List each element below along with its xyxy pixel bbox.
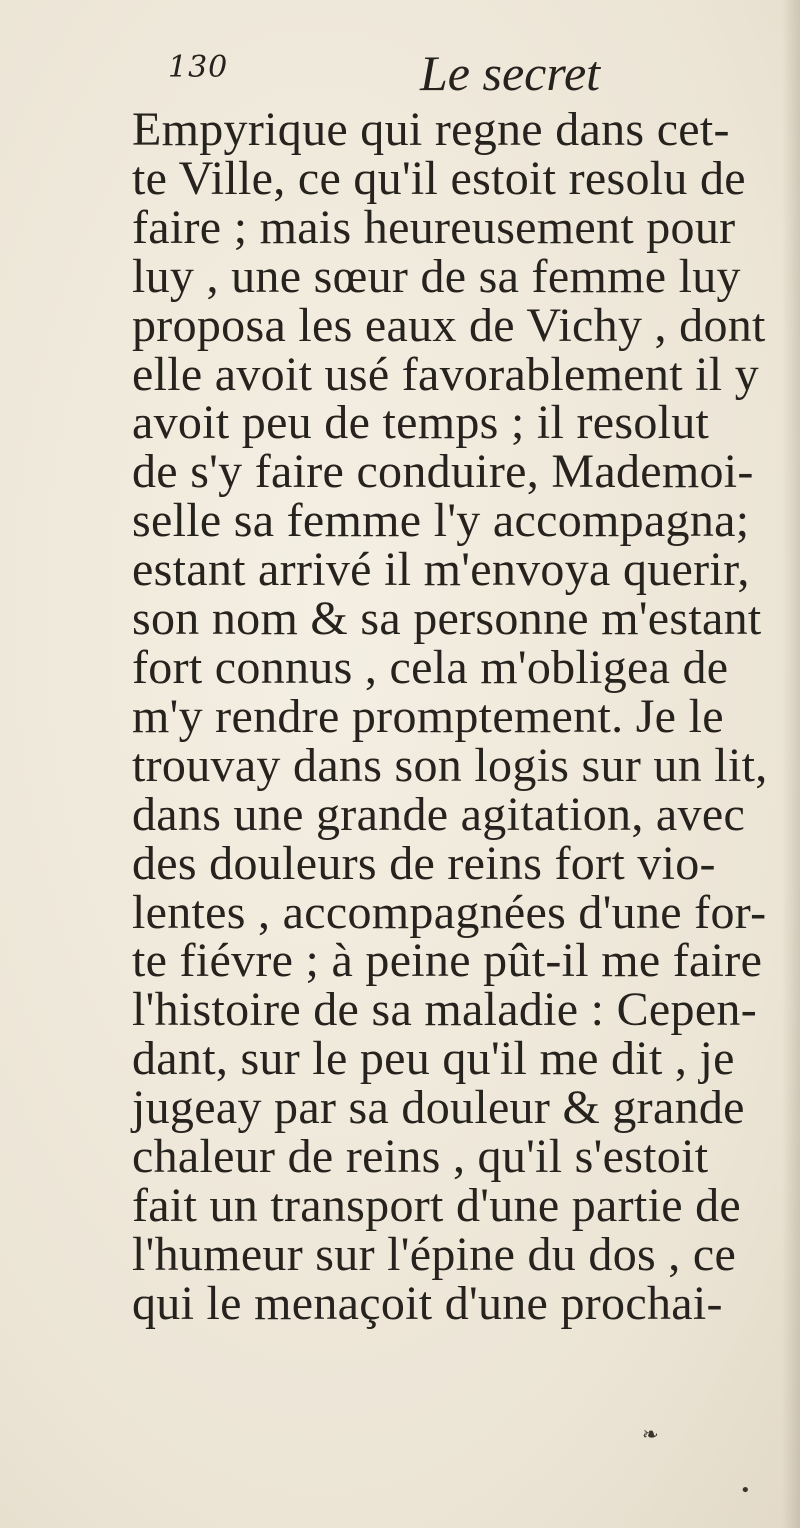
text-line: lentes , accompagnées d'une for- xyxy=(132,885,767,939)
text-line: proposa les eaux de Vichy , dont xyxy=(132,298,766,352)
text-line: elle avoit usé favorablement il y xyxy=(132,347,760,401)
printer-mark: • xyxy=(740,1480,751,1501)
printer-mark: ❧ xyxy=(642,1422,659,1446)
text-line: dans une grande agitation, avec xyxy=(132,787,746,841)
text-line: jugeay par sa douleur & grande xyxy=(132,1081,745,1135)
text-line: trouvay dans son logis sur un lit, xyxy=(132,738,768,792)
text-line: fort connus , cela m'obligea de xyxy=(132,640,729,694)
text-line: te Ville, ce qu'il estoit resolu de xyxy=(132,151,746,205)
text-line: faire ; mais heureusement pour xyxy=(132,200,736,254)
text-line: chaleur de reins , qu'il s'estoit xyxy=(132,1130,709,1184)
text-line: luy , une sœur de sa femme luy xyxy=(132,249,741,303)
text-line: selle sa femme l'y accompagna; xyxy=(132,494,750,548)
page-number: 130 xyxy=(168,50,229,85)
page-header xyxy=(168,44,648,108)
text-line: Empyrique qui regne dans cet- xyxy=(132,103,730,156)
text-line: qui le menaçoit d'une prochai- xyxy=(132,1276,723,1330)
text-line: avoit peu de temps ; il resolut xyxy=(132,396,710,450)
text-line: l'humeur sur l'épine du dos , ce xyxy=(132,1227,737,1281)
text-line: te fiévre ; à peine pût-il me faire xyxy=(132,934,763,988)
page-edge-shadow xyxy=(782,0,800,1528)
text-line: dant, sur le peu qu'il me dit , je xyxy=(132,1032,735,1086)
text-line: fait un transport d'une partie de xyxy=(132,1178,742,1232)
text-line: des douleurs de reins fort vio- xyxy=(132,836,716,890)
text-line: son nom & sa personne m'estant xyxy=(132,592,762,646)
text-line: m'y rendre promptement. Je le xyxy=(132,689,724,743)
running-title: Le secret xyxy=(420,45,601,101)
text-line: estant arrivé il m'envoya querir, xyxy=(132,543,750,597)
text-line: l'histoire de sa maladie : Cepen- xyxy=(132,983,758,1037)
body-text xyxy=(132,103,772,1330)
text-line: de s'y faire conduire, Mademoi- xyxy=(132,445,754,499)
